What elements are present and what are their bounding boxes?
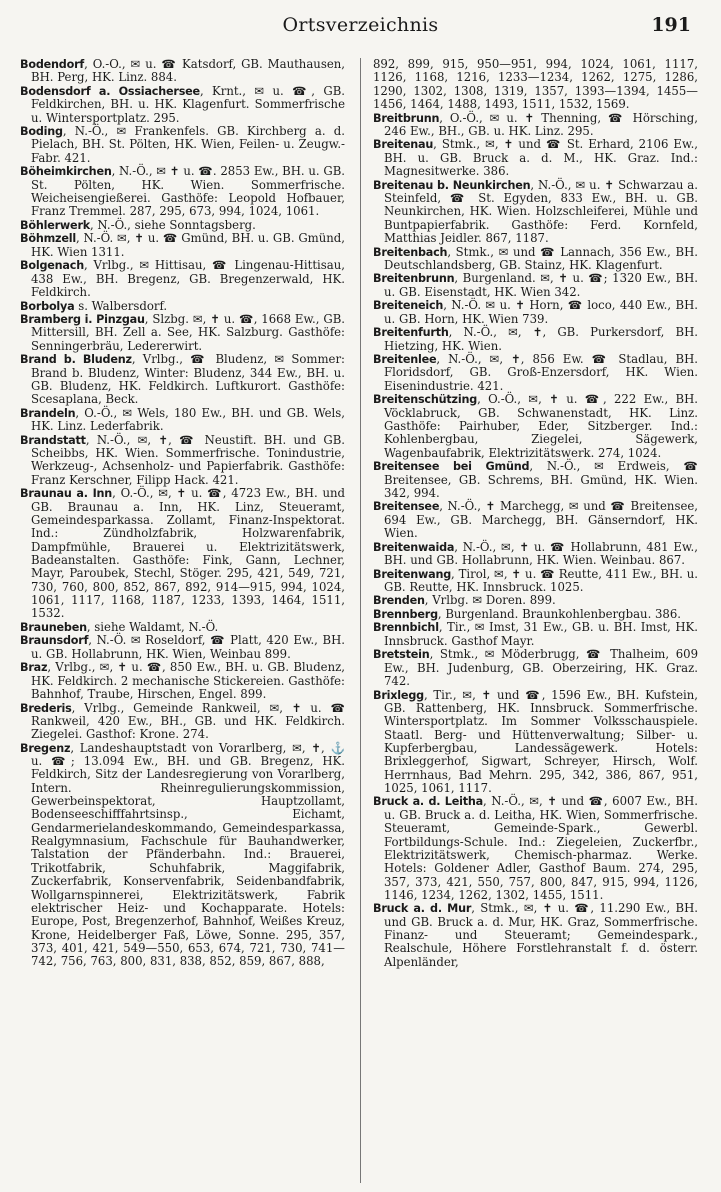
entry-place-name: Brennberg	[373, 607, 438, 621]
entry-details: , N.-Ö., ✉ Frankenfels. GB. Kirchberg a. d. Pielach, BH. St. Pölten, HK. Wien, Feilen- u. Zeugw.-Fabr. 421.	[31, 124, 345, 165]
directory-entry	[20, 300, 345, 313]
entry-details: , N.-Ö., ✉ u. ✝ Schwarzau a. Steinfeld, ☎ St. Egyden, 833 Ew., BH. u. GB. Neunkirchen, HK. Wien. Holzschleiferei, Mühle und Buntpapierfabrik. Gasthöfe: Ferd. Kornfeld, Matthias Jeidler. 867, 1187.	[384, 177, 698, 246]
entry-details: , Stmk., ✉ und ☎ Lannach, 356 Ew., BH. Deutschlandsberg, GB. Stainz, HK. Klagenfurt.	[384, 244, 698, 272]
entry-details: , Krnt., ✉ u. ☎, GB. Feldkirchen, BH. u. HK. Klagenfurt. Sommerfrische u. Wintersportplatz. 295.	[31, 83, 345, 125]
directory-entry	[373, 460, 698, 500]
entry-place-name: Brenden	[373, 594, 425, 608]
entry-place-name: Böheimkirchen	[20, 165, 112, 179]
directory-entry	[20, 232, 345, 259]
entry-place-name: Braz	[20, 661, 48, 675]
directory-entry	[20, 219, 345, 232]
directory-entry	[373, 902, 698, 969]
directory-entry	[373, 246, 698, 273]
directory-entry	[373, 648, 698, 688]
entry-place-name: Bregenz	[20, 741, 71, 755]
entry-details: 892, 899, 915, 950—951, 994, 1024, 1061, 1117, 1126, 1168, 1216, 1233—1234, 1262, 1275, 1286, 1290, 1302, 1308, 1319, 1357, 1393—1394, 1455—1456, 1464, 1488, 1493, 1511, 1532, 1569.	[373, 58, 698, 112]
entry-place-name: Böhmzell	[20, 232, 77, 246]
directory-entry	[373, 58, 698, 111]
directory-entry	[20, 165, 345, 218]
entry-details: , Vrlbg. ✉ Doren. 899.	[424, 593, 556, 608]
entry-details: , Vrlbg., ☎ Bludenz, ✉ Sommer: Brand b. Bludenz, Winter: Bludenz, 344 Ew., BH. u. GB. Bludenz, HK. Feldkirch. Luftkurort. Gasthöfe: Scesaplana, Beck.	[31, 352, 345, 407]
entry-place-name: Breitenlee	[373, 353, 437, 367]
right-column	[373, 58, 698, 1183]
entry-place-name: Breitenau	[373, 138, 434, 152]
entry-details: , O.-Ö., ✉, ✝ u. ☎, 222 Ew., BH. Vöcklabruck, GB. Schwanenstadt, HK. Linz. Gasthöfe: Pairhuber, Eder, Sitzberger. Ind.: Kohlenbergbau, Ziegelei, Sägewerk, Wagenbaufabrik, Elektrizitätswerk. 274, 1024.	[384, 392, 698, 460]
directory-entry	[20, 702, 345, 742]
directory-entry	[20, 259, 345, 299]
directory-entry	[20, 313, 345, 353]
entry-place-name: Bodendorf	[20, 58, 85, 71]
directory-entry	[373, 608, 698, 621]
entry-details: , O.-Ö., ✉ u. ☎ Katsdorf, GB. Mauthausen, BH. Perg, HK. Linz. 884.	[31, 58, 345, 85]
entry-place-name: Braunau a. Inn	[20, 487, 113, 501]
entry-place-name: Bramberg i. Pinzgau	[20, 313, 145, 327]
entry-details: , Burgenland. Braunkohlenbergbau. 386.	[437, 606, 682, 621]
entry-place-name: Bolgenach	[20, 259, 84, 273]
entry-place-name: Boding	[20, 125, 63, 139]
entry-details: , N.-Ö., ✝ Marchegg, ✉ und ☎ Breitensee, 694 Ew., GB. Marchegg, BH. Gänserndorf, HK. Wien.	[384, 499, 698, 541]
directory-entry	[373, 272, 698, 299]
entry-place-name: Braunsdorf	[20, 634, 89, 648]
entry-details: , Stmk., ✉ Möderbrugg, ☎ Thalheim, 609 Ew., BH. Judenburg, GB. Oberzeiring, HK. Graz. 742.	[384, 647, 698, 688]
entry-details: , Vrlbg., ✉, ✝ u. ☎, 850 Ew., BH. u. GB. Bludenz, HK. Feldkirch. 2 mechanische Stickereien. Gasthöfe: Bahnhof, Traube, Hirschen, Engel. 899.	[31, 660, 345, 701]
entry-details: , N.-Ö., siehe Sonntagsberg.	[90, 217, 256, 232]
entry-place-name: Brandstatt	[20, 433, 86, 447]
directory-entry	[373, 795, 698, 902]
directory-entry	[373, 138, 698, 178]
entry-place-name: Breiteneich	[373, 299, 444, 313]
entry-place-name: Brandeln	[20, 406, 76, 420]
entry-details: , O.-Ö., ✉ u. ✝ Thenning, ☎ Hörsching, 246 Ew., BH., GB. u. HK. Linz. 295.	[384, 110, 698, 138]
entry-place-name: Breitenbach	[373, 245, 448, 259]
entry-details: , N.-Ö., ✉, ✝ und ☎, 6007 Ew., BH. u. GB. Bruck a. d. Leitha, HK. Wien, Sommerfrische. Steueramt, Gemeinde-Spark., Gewerbl. Fortbildungs-Schule. Ind.: Ziegeleien, Zuckerfbr., Elektrizitätswerk, Chemisch-pharmaz. Werke. Hotels: Goldener Adler, Gasthof Baum. 274, 295, 357, 373, 421, 550, 757, 800, 847, 915, 994, 1126, 1146, 1234, 1262, 1302, 1455, 1511.	[384, 794, 698, 902]
entry-place-name: Breitenfurth	[373, 326, 449, 340]
entry-details: , N.-Ö., ✉ ✝ u. ☎. 2853 Ew., BH. u. GB. St. Pölten, HK. Wien. Sommerfrische. Weicheisengießerei. Gasthöfe: Leopold Hofbauer, Franz Tremmel. 287, 295, 673, 994, 1024, 1061.	[31, 164, 345, 219]
directory-entry	[20, 742, 345, 969]
directory-entry	[20, 85, 345, 125]
entry-details: , Slzbg. ✉, ✝ u. ☎, 1668 Ew., GB. Mittersill, BH. Zell a. See, HK. Salzburg. Gasthöfe: Senningerbräu, Ledererwirt.	[31, 312, 345, 353]
entry-details: , N.-Ö., ✉, ✝, ☎ Neustift. BH. und GB. Scheibbs, HK. Wien. Sommerfrische. Tonindustrie, Werkzeug-, Achsenholz- und Papierfabrik. Gasthöfe: Franz Kerschner, Filipp Hack. 421.	[31, 432, 345, 487]
entry-details: , N.-Ö., ✉, ✝, GB. Purkersdorf, BH. Hietzing, HK. Wien.	[384, 325, 698, 353]
entry-details: , Stmk., ✉, ✝ u. ☎, 11.290 Ew., BH. und GB. Bruck a. d. Mur, HK. Graz, Sommerfrische. Finanz- und Steueramt; Gemeindespark., Realschule, Höhere Forstlehranstalt f. d. österr. Alpenländer,	[384, 901, 698, 969]
entry-details: , N.-Ö. ✉, ✝ u. ☎ Gmünd, BH. u. GB. Gmünd, HK. Wien 1311.	[31, 231, 345, 259]
entry-place-name: Bruck a. d. Leitha	[373, 795, 484, 809]
entry-details: , N.-Ö., ✉, ✝, 856 Ew. ☎ Stadlau, BH. Floridsdorf, GB. Groß-Enzersdorf, HK. Wien. Eisenindustrie. 421.	[384, 352, 698, 393]
entry-place-name: Breitensee bei Gmünd	[373, 460, 530, 474]
directory-entry	[373, 326, 698, 353]
directory-entry	[373, 621, 698, 648]
entry-place-name: Breitenschützing	[373, 393, 478, 407]
directory-entry	[20, 661, 345, 701]
directory-entry	[373, 353, 698, 393]
entry-place-name: Brixlegg	[373, 688, 424, 702]
page-title: Ortsverzeichnis	[282, 14, 439, 36]
entry-details: , N.-Ö., ✉, ✝ u. ☎ Hollabrunn, 481 Ew., BH. und GB. Hollabrunn, HK. Wien. Weinbau. 867.	[384, 539, 698, 567]
entry-details: , Vrlbg., ✉ Hittisau, ☎ Lingenau-Hittisau, 438 Ew., BH. Bregenz, GB. Bregenzerwald, HK. Feldkirch.	[31, 258, 345, 299]
entry-place-name: Bodensdorf a. Ossiachersee	[20, 84, 200, 98]
entry-details: , siehe Waldamt, N.-Ö.	[86, 619, 219, 634]
entry-place-name: Brauneben	[20, 620, 87, 634]
directory-entry	[373, 594, 698, 607]
entry-details: , Stmk., ✉, ✝ und ☎ St. Erhard, 2106 Ew., BH. u. GB. Bruck a. d. M., HK. Graz. Ind.: Magnesitwerke. 386.	[384, 137, 698, 179]
directory-entry	[20, 407, 345, 434]
entry-details: , N.-Ö. ✉ Roseldorf, ☎ Platt, 420 Ew., BH. u. GB. Hollabrunn, HK. Wien, Weinbau 899.	[31, 633, 345, 661]
page-number: 191	[651, 14, 691, 36]
directory-entry	[20, 353, 345, 406]
column-divider	[360, 58, 361, 1183]
entry-details: , N.-Ö., ✉ Erdweis, ☎ Breitensee, GB. Schrems, BH. Gmünd, HK. Wien. 342, 994.	[384, 459, 698, 500]
entry-details: , N.-Ö. ✉ u. ✝ Horn, ☎ loco, 440 Ew., BH. u. GB. Horn, HK. Wien 739.	[384, 298, 698, 326]
directory-entry	[20, 434, 345, 487]
entry-place-name: Bruck a. d. Mur	[373, 902, 472, 916]
directory-entry	[373, 179, 698, 246]
entry-details: , O.-Ö., ✉, ✝ u. ☎, 4723 Ew., BH. und GB. Braunau a. Inn, HK. Linz, Steueramt, Gemeindesparkassa. Zollamt, Finanz-Inspektorat. Ind.: Zündholzfabrik, Holzwarenfabrik, Dampfmühle, Brauerei u. Elektrizitätswerk, Badeanstalten. Gasthöfe: Fink, Gann, Lechner, Mayr, Paroubek, Stechl, Stöger. 295, 421, 549, 721, 730, 760, 800, 852, 867, 892, 914—915, 994, 1024, 1061, 1117, 1168, 1187, 1233, 1393, 1464, 1511, 1532.	[31, 486, 345, 621]
directory-entry	[20, 487, 345, 620]
directory-entry	[20, 125, 345, 165]
entry-place-name: Breitenwang	[373, 567, 452, 581]
entry-details: , Landeshauptstadt von Vorarlberg, ✉, ✝, ⚓ u. ☎; 13.094 Ew., BH. und GB. Bregenz, HK. Feldkirch, Sitz der Landesregierung von Vorarlberg, Intern. Rheinregulierungskommission, Gewerbeinspektorat, Hauptzollamt, Bodenseeschifffahrtsinsp., Eichamt, Gendarmerielandeskommando, Gemeindesparkassa, Realgymnasium, Fachschule für Bauhandwerker, Talstation der Pfänderbahn. Ind.: Brauerei, Trikotfabrik, Schuhfabrik, Maggifabrik, Zuckerfabrik, Konservenfabrik, Seidenbandfabrik, Wollgarnspinnerei, Elektrizitätswerk, Fabrik elektrischer Heiz- und Kochapparate. Hotels: Europe, Post, Bregenzerhof, Bahnhof, Weißes Kreuz, Krone, Heidelberger Faß, Löwe, Sonne. 295, 357, 373, 401, 421, 549—550, 653, 674, 721, 730, 741—742, 756, 763, 800, 831, 838, 852, 859, 867, 888,	[31, 740, 345, 969]
entry-place-name: Brennbichl	[373, 621, 439, 635]
two-column-body	[0, 58, 721, 1183]
directory-entry	[373, 689, 698, 796]
entry-details: , Tir., ✉ Imst, 31 Ew., GB. u. BH. Imst, HK. Innsbruck. Gasthof Mayr.	[384, 620, 698, 648]
entry-details: , Burgenland. ✉, ✝ u. ☎; 1320 Ew., BH. u. GB. Eisenstadt, HK. Wien 342.	[384, 271, 698, 299]
directory-entry	[373, 500, 698, 540]
directory-entry	[373, 541, 698, 568]
entry-details: , Tirol, ✉, ✝ u. ☎ Reutte, 411 Ew., BH. u. GB. Reutte, HK. Innsbruck. 1025.	[384, 566, 698, 594]
entry-place-name: Breitenwaida	[373, 540, 455, 554]
directory-entry	[373, 112, 698, 139]
entry-place-name: Brederis	[20, 701, 72, 715]
entry-place-name: Breitenbrunn	[373, 272, 455, 286]
entry-place-name: Bretstein	[373, 648, 430, 662]
entry-details: , Tir., ✉, ✝ und ☎, 1596 Ew., BH. Kufstein, GB. Rattenberg, HK. Innsbruck. Sommerfrische. Wintersportplatz. Im Sommer Volksschauspiele. Staatl. Berg- und Hüttenverwaltung; Silber- u. Kupferbergbau, Landessägewerk. Hotels: Brixleggerhof, Sigwart, Schreyer, Hirsch, Wolf. Herrnhaus, Bad Mehrn. 295, 342, 386, 867, 951, 1025, 1061, 1117.	[384, 687, 698, 795]
entry-place-name: Breitenau b. Neunkirchen	[373, 178, 531, 192]
entry-place-name: Brand b. Bludenz	[20, 353, 132, 367]
left-column	[20, 58, 345, 1183]
directory-entry	[373, 568, 698, 595]
entry-details: , Vrlbg., Gemeinde Rankweil, ✉, ✝ u. ☎ Rankweil, 420 Ew., BH., GB. und HK. Feldkirch. Ziegelei. Gasthof: Krone. 274.	[31, 700, 345, 742]
entry-place-name: Borbolya	[20, 299, 75, 313]
entry-details: s. Walbersdorf.	[74, 298, 168, 313]
entry-place-name: Breitbrunn	[373, 111, 440, 125]
entry-details: , O.-Ö., ✉ Wels, 180 Ew., BH. und GB. Wels, HK. Linz. Lederfabrik.	[31, 405, 345, 434]
directory-entry	[373, 393, 698, 460]
directory-entry	[20, 634, 345, 661]
directory-entry	[20, 58, 345, 85]
page-header	[0, 14, 721, 40]
entry-place-name: Breitensee	[373, 500, 440, 514]
entry-place-name: Böhlerwerk	[20, 218, 90, 232]
directory-entry	[373, 299, 698, 326]
directory-entry	[20, 621, 345, 634]
